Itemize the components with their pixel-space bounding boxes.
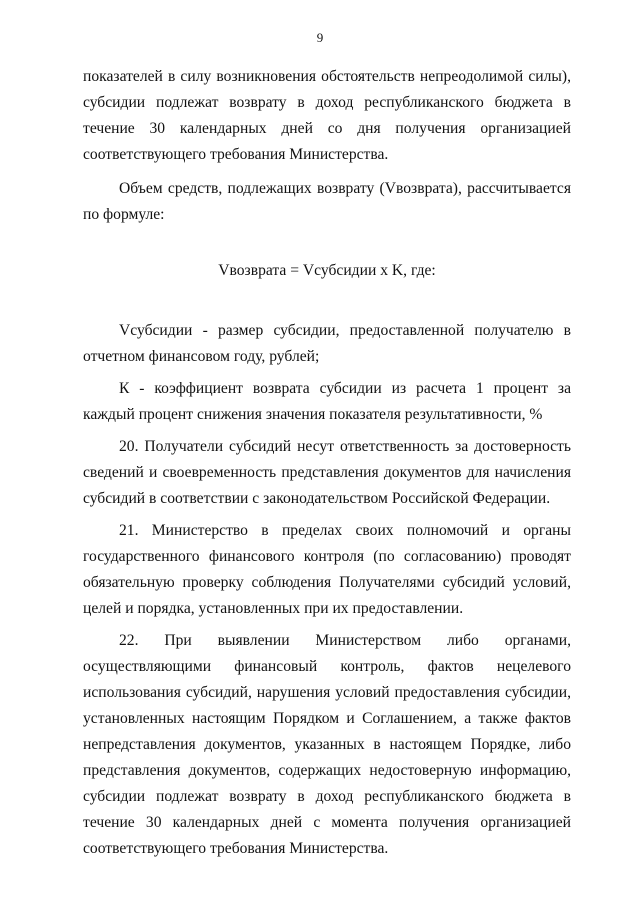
paragraph-formula-intro: Объем средств, подлежащих возврату (Vвозврата), рассчитывается по формуле: xyxy=(83,180,571,223)
paragraph-item-20: 20. Получатели субсидий несут ответственность за достоверность сведений и своевременность представления документов для начисления субсидий в соответствии с законодательством Российской Федерации. xyxy=(83,438,571,507)
page-number: 9 xyxy=(316,30,324,45)
paragraph-item-21: 21. Министерство в пределах своих полномочий и органы государственного финансового контроля (по согласованию) проводят обязательную проверку соблюдения Получателями субсидий условий, целей и порядка, установленных при их предоставлении. xyxy=(83,522,571,617)
paragraph-v-subsidy-definition: Vсубсидии - размер субсидии, предоставленной получателю в отчетном финансовом году, рублей; xyxy=(83,322,571,365)
formula: Vвозврата = Vсубсидии x K, где: xyxy=(218,262,436,279)
paragraph-continuation: показателей в силу возникновения обстоятельств непреодолимой силы), субсидии подлежат возврату в доход республиканского бюджета в течение 30 календарных дней со дня получения организацией соответствующего требования Министерства. xyxy=(83,68,571,163)
paragraph-k-definition: К - коэффициент возврата субсидии из расчета 1 процент за каждый процент снижения значения показателя результативности, % xyxy=(83,380,571,423)
document-body xyxy=(83,64,571,862)
paragraph-item-22: 22. При выявлении Министерством либо органами, осуществляющими финансовый контроль, фактов нецелевого использования субсидий, нарушения условий предоставления субсидии, установленных настоящим Порядком и Соглашением, а также фактов непредставления документов, указанных в настоящем Порядке, либо представления документов, содержащих недостоверную информацию, субсидии подлежат возврату в доход республиканского бюджета в течение 30 календарных дней с момента получения организацией соответствующего требования Министерства. xyxy=(83,632,571,857)
